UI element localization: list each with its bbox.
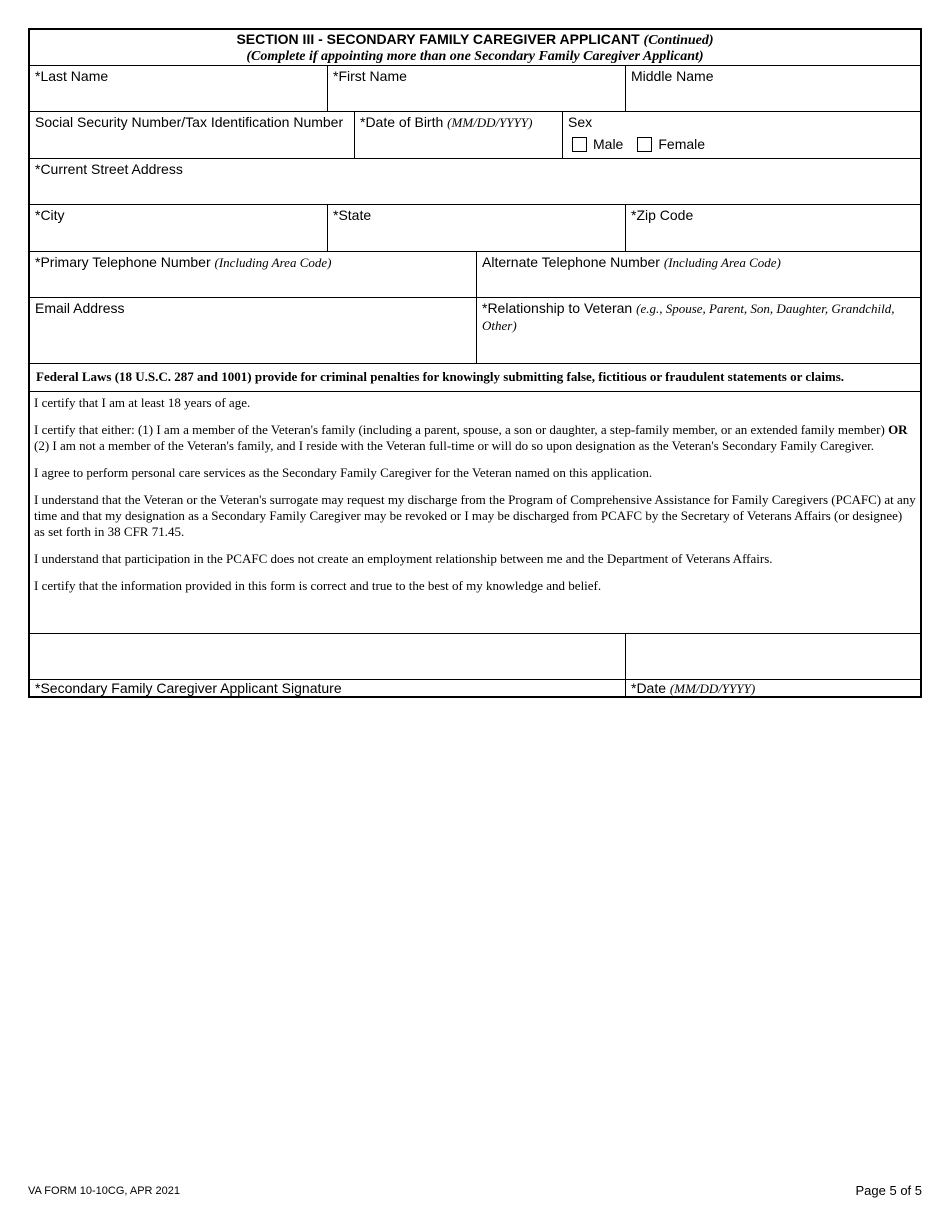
dob-field[interactable] [354,112,562,158]
primary-phone-label: *Primary Telephone Number [35,254,211,270]
first-name-field[interactable] [327,66,625,111]
certification-discharge: I understand that the Veteran or the Veteran's surrogate may request my discharge from the Program of Comprehensive Assistance for Family Caregivers (PCAFC) at any time and that my designation as a Secondary Family Caregiver may be revoked or I may be discharged from PCAFC by the Secretary of Veterans Affairs (or designee) as set forth in 38 CFR 71.45. [34,492,916,539]
alt-phone-label: Alternate Telephone Number [482,254,660,270]
street-row [30,159,920,205]
female-label: Female [658,136,706,152]
phone-row [30,252,920,298]
page-number: Page 5 of 5 [855,1183,922,1198]
middle-name-field[interactable] [625,66,920,111]
primary-phone-field[interactable] [30,252,476,297]
certification-family: I certify that either: (1) I am a member of the Veteran's family (including a parent, spouse, a son or daughter, a step-family member, or an extended family member) OR (2) I am not a member of the Veteran's family, and I reside with the Veteran full-time or will do so upon designation as the Veteran's Secondary Family Caregiver. [34,422,908,453]
sex-field [562,112,920,158]
ssn-field[interactable] [30,112,354,158]
street-address-label: *Current Street Address [35,161,183,177]
name-row [30,66,920,112]
federal-law-notice: Federal Laws (18 U.S.C. 287 and 1001) provide for criminal penalties for knowingly submitting false, fictitious or fraudulent statements or claims. [30,364,920,392]
street-address-field[interactable] [30,159,920,204]
dob-format-note: (MM/DD/YYYY) [447,115,533,130]
caregiver-form [28,28,922,698]
city-label: *City [35,207,65,223]
first-name-label: *First Name [333,68,407,84]
middle-name-label: Middle Name [631,68,714,84]
last-name-label: *Last Name [35,68,109,84]
zip-label: *Zip Code [631,207,694,223]
city-field[interactable] [30,205,327,251]
alt-phone-note: (Including Area Code) [663,255,781,270]
section-title: SECTION III - SECONDARY FAMILY CAREGIVER APPLICANT [236,31,640,47]
male-label: Male [593,136,624,152]
form-id: VA FORM 10-10CG, APR 2021 [28,1185,181,1197]
certification-age: I certify that I am at least 18 years of age. [34,395,251,410]
id-row [30,112,920,159]
relationship-label: *Relationship to Veteran [482,300,633,316]
signature-date-label: *Date (MM/DD/YYYY) [626,679,920,696]
signature-label: *Secondary Family Caregiver Applicant Signature [30,679,625,696]
section-title-suffix: (Continued) [643,33,714,48]
email-field[interactable] [30,298,476,363]
sex-label: Sex [568,114,593,130]
email-label: Email Address [35,300,125,316]
male-checkbox[interactable] [572,137,587,152]
relationship-note: (e.g., Spouse, Parent, Son, Daughter, Grandchild, Other) [482,301,895,333]
ssn-label: Social Security Number/Tax Identification Number [35,114,344,130]
section-subtitle: (Complete if appointing more than one Secondary Family Caregiver Applicant) [246,49,704,64]
female-checkbox[interactable] [637,137,652,152]
certification-employment: I understand that participation in the PCAFC does not create an employment relationship between me and the Department of Veterans Affairs. [34,551,773,566]
alt-phone-field[interactable] [476,252,920,297]
certification-care: I agree to perform personal care services as the Secondary Family Caregiver for the Veteran named on this application. [34,465,653,480]
certification-truth: I certify that the information provided in this form is correct and true to the best of my knowledge and belief. [34,578,602,593]
signature-field[interactable] [30,634,625,696]
signature-date-field[interactable] [625,634,920,696]
section-header [30,30,920,66]
city-row [30,205,920,252]
state-label: *State [333,207,372,223]
signature-row [30,634,920,696]
relationship-field[interactable] [476,298,920,363]
state-field[interactable] [327,205,625,251]
zip-field[interactable] [625,205,920,251]
primary-phone-note: (Including Area Code) [214,255,332,270]
last-name-field[interactable] [30,66,327,111]
dob-label: *Date of Birth [360,114,444,130]
certification-block [30,392,920,634]
contact-row [30,298,920,364]
